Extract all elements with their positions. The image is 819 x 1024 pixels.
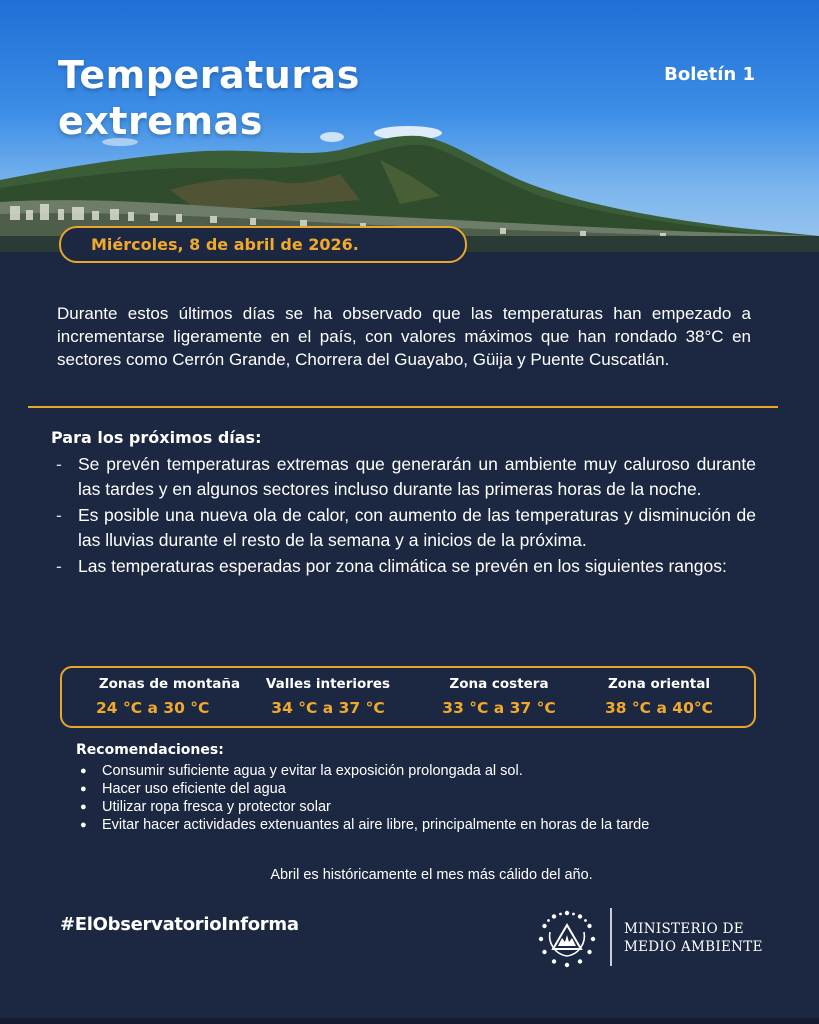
title-line-2: extremas: [58, 99, 263, 143]
forecast-item: [56, 503, 756, 552]
bulletin-number: Boletín 1: [664, 64, 755, 85]
logo-separator: [610, 908, 612, 966]
forecast-list: [56, 452, 756, 581]
temperature-zones-box: [60, 666, 756, 728]
recommendation-text: Utilizar ropa fresca y protector solar: [102, 799, 331, 815]
zone-name: Zonas de montaña: [98, 676, 241, 692]
ministry-logo: [536, 906, 776, 968]
zone-name: Zona oriental: [607, 676, 710, 692]
forecast-item-text: Las temperaturas esperadas por zona climática se prevén en los siguientes rangos:: [78, 556, 727, 576]
forecast-heading: Para los próximos días:: [51, 428, 262, 447]
bullet-icon: ●: [80, 819, 87, 831]
recommendation-text: Evitar hacer actividades extenuantes al aire libre, principalmente en horas de la tarde: [102, 817, 650, 833]
recommendations-heading: Recomendaciones:: [76, 742, 224, 758]
zone-name: Zona costera: [449, 676, 549, 692]
dash-marker: -: [56, 556, 62, 576]
forecast-item-text: Se prevén temperaturas extremas que generarán un ambiente muy caluroso durante las tardes y en algunos sectores incluso durante las primeras horas de la noche.: [78, 454, 756, 499]
closing-fact: Abril es históricamente el mes más cálido del año.: [270, 867, 593, 883]
header-banner: [0, 0, 819, 252]
page-title: [58, 52, 360, 144]
section-divider: [28, 406, 778, 408]
bullet-icon: ●: [80, 783, 87, 795]
date-text: Miércoles, 8 de abril de 2026.: [91, 235, 359, 254]
dash-marker: -: [56, 454, 62, 474]
zone-range: 24 °C a 30 °C: [96, 699, 210, 717]
recommendation-text: Consumir suficiente agua y evitar la exposición prolongada al sol.: [102, 763, 523, 779]
hashtag: #ElObservatorioInforma: [60, 914, 299, 935]
ministry-name: [624, 920, 763, 956]
date-badge: [59, 226, 467, 263]
bottom-bar: [0, 1018, 819, 1024]
recommendation-text: Hacer uso eficiente del agua: [102, 781, 286, 797]
zone-eastern: [592, 676, 726, 717]
zone-coastal: [434, 676, 564, 717]
forecast-item: [56, 452, 756, 501]
dash-marker: -: [56, 505, 62, 525]
ministry-name-line-1: MINISTERIO DE: [624, 921, 744, 937]
national-coat-of-arms-icon: [536, 908, 598, 970]
recommendation-item: [80, 816, 730, 834]
recommendation-item: [80, 780, 730, 798]
recommendations-list: [80, 762, 730, 834]
zone-valleys: [260, 676, 396, 717]
recommendation-item: [80, 798, 730, 816]
title-line-1: Temperaturas: [58, 53, 360, 97]
intro-paragraph: Durante estos últimos días se ha observado que las temperaturas han empezado a incrementarse ligeramente en el país, con valores máximos que han rondado 38°C en sectores como Cerrón Grande, Chorrera del Guayabo, Güija y Puente Cuscatlán.: [57, 304, 751, 369]
bullet-icon: ●: [80, 801, 87, 813]
bullet-icon: ●: [80, 765, 87, 777]
recommendation-item: [80, 762, 730, 780]
zone-range: 34 °C a 37 °C: [271, 699, 385, 717]
forecast-item-text: Es posible una nueva ola de calor, con aumento de las temperaturas y disminución de las lluvias durante el resto de la semana y a inicios de la próxima.: [78, 505, 756, 550]
zone-mountain: [92, 676, 247, 717]
zone-name: Valles interiores: [265, 676, 391, 692]
zone-range: 38 °C a 40°C: [604, 699, 714, 717]
zone-range: 33 °C a 37 °C: [442, 699, 556, 717]
ministry-name-line-2: MEDIO AMBIENTE: [624, 939, 763, 955]
forecast-item: [56, 554, 756, 579]
